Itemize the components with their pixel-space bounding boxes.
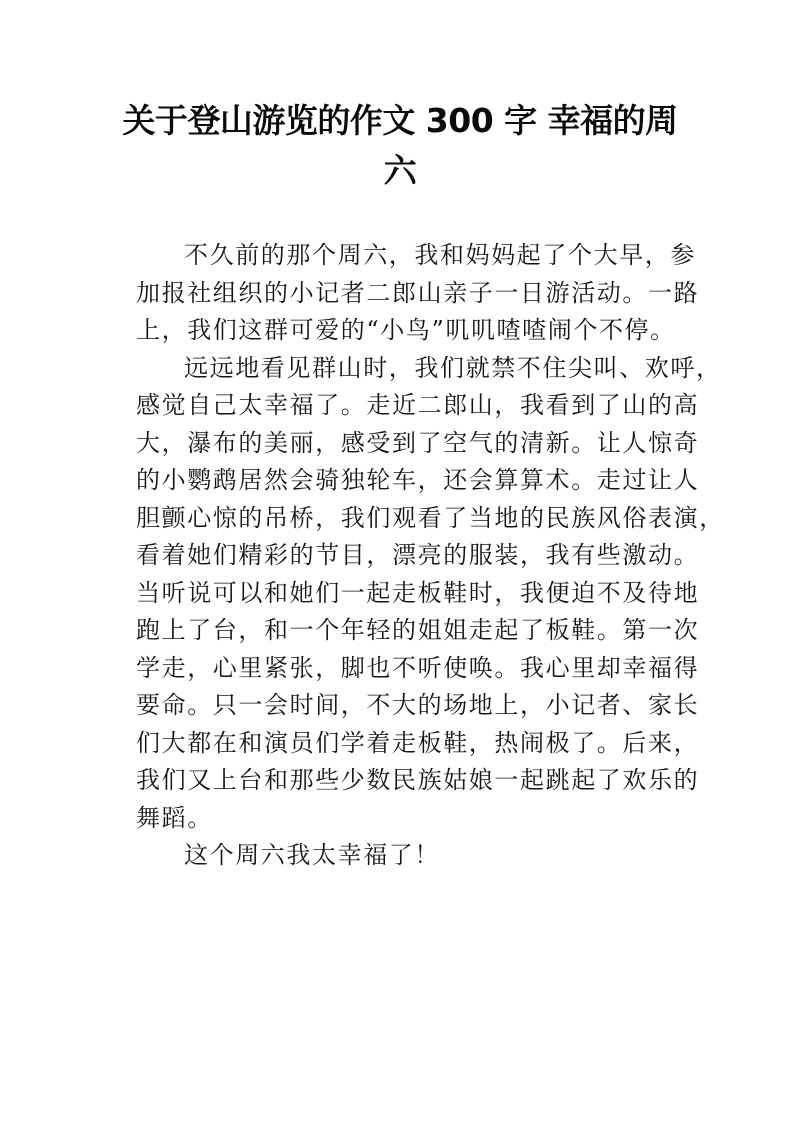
document-body: [136, 237, 725, 875]
paragraph-line: 这个周六我太幸福了！: [184, 841, 440, 869]
paragraph-line: 要命。只一会时间，不大的场地上，小记者、家长: [136, 691, 700, 719]
paragraph-line: 加报社组织的小记者二郎山亲子一日游活动。一路: [136, 278, 700, 307]
paragraph-line: 当听说可以和她们一起走板鞋时，我便迫不及待地: [136, 578, 700, 607]
paragraph: [136, 237, 700, 350]
paragraph: [136, 837, 676, 875]
document-title: [100, 96, 700, 196]
paragraph: [136, 350, 725, 838]
paragraph-line: 跑上了台，和一个年轻的姐姐走起了板鞋。第一次: [136, 616, 700, 644]
paragraph-line: 大，瀑布的美丽，感受到了空气的清新。让人惊奇: [136, 428, 700, 457]
paragraph-line: 学走，心里紧张，脚也不听使唤。我心里却幸福得: [136, 653, 700, 682]
paragraph-line: 我们又上台和那些少数民族姑娘一起跳起了欢乐的: [136, 766, 700, 794]
paragraph-line: 远远地看见群山时，我们就禁不住尖叫、欢呼，: [184, 353, 722, 382]
paragraph-line: 看着她们精彩的节目，漂亮的服装，我有些激动。: [136, 541, 700, 569]
paragraph-line: 上，我们这群可爱的“小鸟”叽叽喳喳闹个不停。: [136, 316, 676, 344]
paragraph-line: 感觉自己太幸福了。走近二郎山，我看到了山的高: [136, 391, 700, 419]
title-line: 六: [383, 151, 417, 190]
paragraph-line: 舞蹈。: [136, 803, 213, 832]
paragraph-line: 不久前的那个周六，我和妈妈起了个大早，参: [184, 241, 696, 269]
paragraph-line: 胆颤心惊的吊桥，我们观看了当地的民族风俗表演，: [136, 503, 725, 532]
paragraph-line: 们大都在和演员们学着走板鞋，热闹极了。后来，: [136, 728, 700, 757]
title-line: 关于登山游览的作文 300 字 幸福的周: [122, 101, 678, 140]
paragraph-line: 的小鹦鹉居然会骑独轮车，还会算算术。走过让人: [136, 466, 700, 494]
